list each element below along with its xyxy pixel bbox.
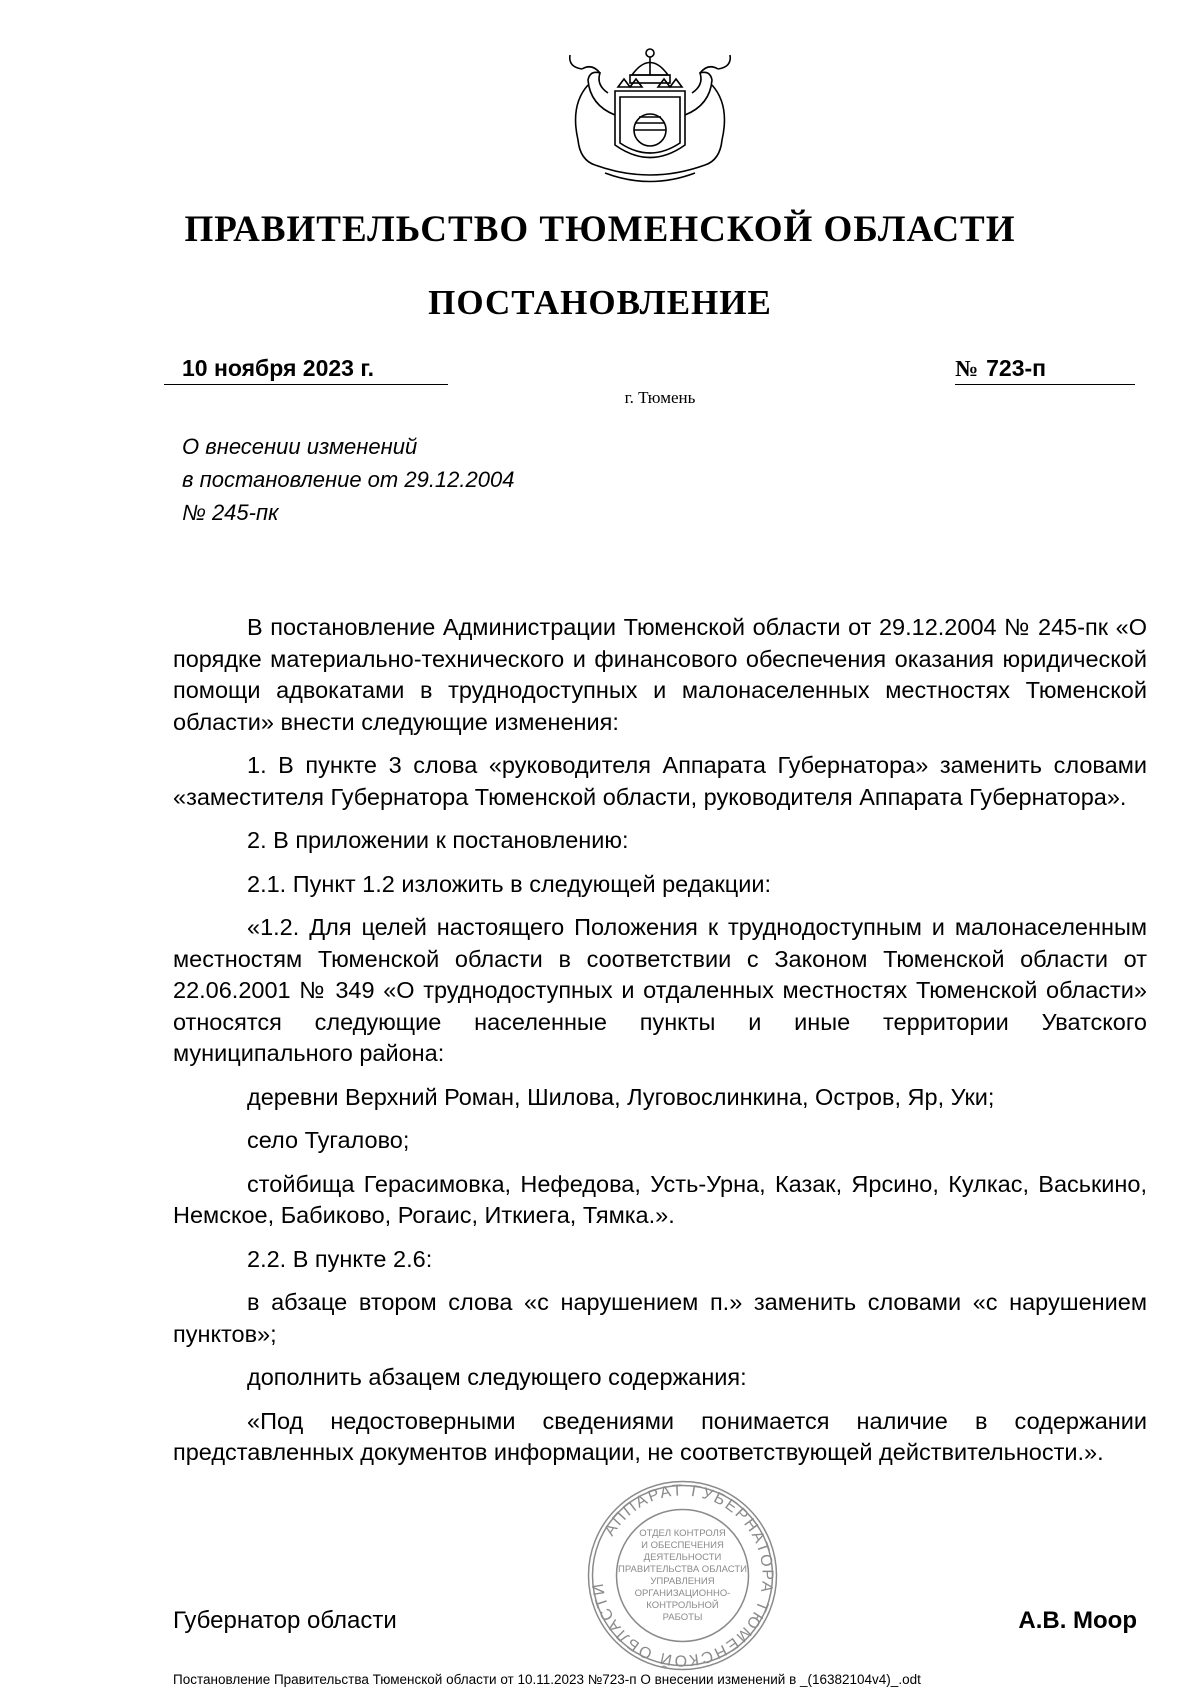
- document-city: г. Тюмень: [624, 388, 696, 407]
- signatory-position: Губернатор области: [173, 1607, 397, 1634]
- number-sign: №: [955, 356, 979, 381]
- subject-line-3: № 245-пк: [182, 500, 279, 525]
- svg-text:ОТДЕЛ КОНТРОЛЯ: ОТДЕЛ КОНТРОЛЯ: [639, 1528, 726, 1539]
- body-paragraph: «1.2. Для целей настоящего Положения к труднодоступным и малонаселенным местностям Тюменской области в соответствии с Законом Тюменской области от 22.06.2001 № 349 «О труднодоступных и отдаленных местностях Тюменской области» относятся следующие населенные пункты и иные территории Уватского муниципального района:: [173, 914, 1147, 1066]
- body-paragraph: В постановление Администрации Тюменской области от 29.12.2004 № 245-пк «О порядке материально-технического и финансового обеспечения оказания юридической помощи адвокатами в труднодоступных и малонаселенных местностях Тюменской области» внести следующие изменения:: [173, 614, 1147, 735]
- document-number: 723-п: [986, 355, 1047, 381]
- body-paragraph: 2.2. В пункте 2.6:: [247, 1245, 433, 1272]
- subject-line-1: О внесении изменений: [182, 434, 418, 459]
- body-paragraph: дополнить абзацем следующего содержания:: [247, 1364, 747, 1390]
- body-paragraph: 2.1. Пункт 1.2 изложить в следующей редакции:: [247, 870, 772, 897]
- document-date: 10 ноября 2023 г.: [164, 355, 448, 385]
- svg-text:ОРГАНИЗАЦИОННО-: ОРГАНИЗАЦИОННО-: [634, 1588, 731, 1599]
- body-paragraph: деревни Верхний Роман, Шилова, Луговослинкина, Остров, Яр, Уки;: [247, 1083, 995, 1110]
- body-paragraph: 1. В пункте 3 слова «руководителя Аппарата Губернатора» заменить словами «заместителя Губернатора Тюменской области, руководителя Аппарата Губернатора».: [173, 752, 1147, 810]
- svg-text:РАБОТЫ: РАБОТЫ: [662, 1612, 703, 1623]
- svg-text:ДЕЯТЕЛЬНОСТИ: ДЕЯТЕЛЬНОСТИ: [643, 1552, 722, 1563]
- document-footer: Постановление Правительства Тюменской области от 10.11.2023 №723-п О внесении изменений в _(16382104v4)_.odt: [173, 1672, 921, 1687]
- svg-text:КОНТРОЛЬНОЙ: КОНТРОЛЬНОЙ: [646, 1600, 719, 1611]
- body-paragraph: «Под недостоверными сведениями понимается наличие в содержании представленных документов информации, не соответствующей действительности.».: [173, 1407, 1147, 1465]
- stamp-inner-text: [618, 1528, 747, 1623]
- signatory-name: А.В. Моор: [1018, 1607, 1137, 1634]
- body-paragraph: в абзаце втором слова «с нарушением п.» заменить словами «с нарушением пунктов»;: [173, 1289, 1147, 1347]
- official-stamp: [585, 1478, 780, 1673]
- organization-title: ПРАВИТЕЛЬСТВО ТЮМЕНСКОЙ ОБЛАСТИ: [184, 209, 1016, 250]
- svg-text:УПРАВЛЕНИЯ: УПРАВЛЕНИЯ: [650, 1576, 715, 1587]
- body-paragraph: стойбища Герасимовка, Нефедова, Усть-Урна, Казак, Ярсино, Кулкас, Васькино, Немское, Бабиково, Рогаис, Иткиега, Тямка.».: [173, 1170, 1147, 1228]
- document-number-field: [955, 355, 1135, 385]
- body-paragraph: село Тугалово;: [247, 1127, 410, 1153]
- body-paragraph: 2. В приложении к постановлению:: [247, 827, 629, 853]
- stamp-outer-text: АППАРАТ ГУБЕРНАТОРА ТЮМЕНСКОЙ ОБЛАСТИ: [589, 1482, 776, 1669]
- svg-text:И ОБЕСПЕЧЕНИЯ: И ОБЕСПЕЧЕНИЯ: [641, 1540, 724, 1551]
- coat-of-arms-icon: [560, 45, 740, 190]
- document-subject: [182, 430, 682, 529]
- document-type-title: ПОСТАНОВЛЕНИЕ: [428, 283, 772, 322]
- document-body: [173, 612, 1147, 1481]
- subject-line-2: в постановление от 29.12.2004: [182, 467, 515, 492]
- svg-text:ПРАВИТЕЛЬСТВА ОБЛАСТИ: ПРАВИТЕЛЬСТВА ОБЛАСТИ: [618, 1564, 747, 1575]
